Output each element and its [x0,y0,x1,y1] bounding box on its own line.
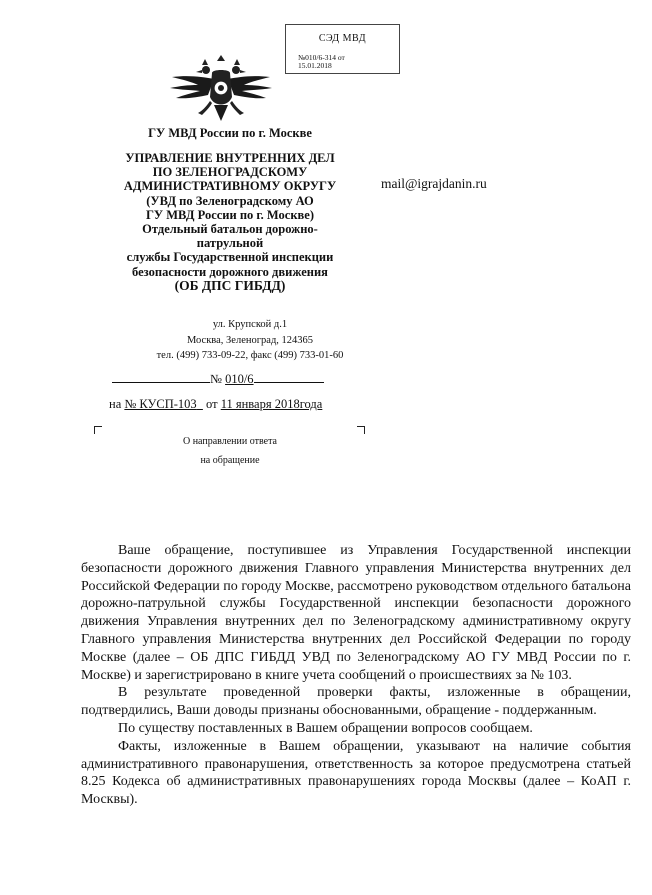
org-abbreviation: (ОБ ДПС ГИБДД) [174,277,286,293]
outgoing-number-prefix: № [210,372,226,386]
stamp-date: 15.01.2018 [298,61,332,70]
blank-underline [112,370,210,383]
ministry-header: ГУ МВД России по г. Москве [148,126,312,140]
subject-corner-mark [357,426,365,434]
kusp-prefix: на [109,397,125,411]
letter-body [81,542,631,809]
recipient-email: mail@igrajdanin.ru [381,176,487,191]
org-line: безопасности дорожного движения [132,264,328,279]
body-paragraph: По существу поставленных в Вашем обращении вопросов сообщаем. [118,720,533,736]
body-paragraph: В результате проведенной проверки факты, изложенные в обращении, подтвердились, Ваши доводы признаны обоснованными, обращение - поддержанным. [81,685,631,719]
org-line: патрульной [196,236,264,251]
outgoing-number-line [112,370,324,387]
address-city: Москва, Зеленоград, 124365 [186,334,314,346]
subject-corner-mark [94,426,102,434]
registration-stamp [285,24,400,74]
address-street: ул. Крупской д.1 [212,319,288,330]
org-line: ГУ МВД России по г. Москве) [145,207,315,222]
org-line: ПО ЗЕЛЕНОГРАДСКОМУ [152,165,308,180]
org-line: Отдельный батальон дорожно- [142,222,318,237]
org-line: службы Государственной инспекции [126,250,334,265]
body-paragraph: Факты, изложенные в Вашем обращении, указывают на наличие события административного правонарушения, ответственность за которое предусмотрена статьей 8.25 Кодекса об административных правонарушениях города Москвы (далее – КоАП г. Москвы). [81,738,631,808]
kusp-date: 11 января 2018года [220,397,323,411]
stamp-title: СЭД МВД [318,33,367,44]
subject-line: О направлении ответа [182,436,277,447]
blank-underline [254,370,324,383]
incoming-reference-line [109,397,322,412]
organization-address [120,317,380,364]
outgoing-number: 010/6 [225,372,254,386]
letter-subject [135,432,325,470]
address-phones: тел. (499) 733-09-22, факс (499) 733-01-60 [156,350,344,361]
kusp-number: № КУСП-103 [124,397,197,411]
org-line: АДМИНИСТРАТИВНОМУ ОКРУГУ [123,179,337,194]
stamp-number: №010/6-314 от [298,53,345,62]
org-line: (УВД по Зеленоградскому АО [146,193,314,208]
stamp-registration-number [298,54,345,70]
org-line: УПРАВЛЕНИЕ ВНУТРЕННИХ ДЕЛ [125,151,335,165]
double-headed-eagle-emblem-icon [162,55,280,125]
kusp-from: от [206,397,218,411]
body-paragraph: Ваше обращение, поступившее из Управления Государственной инспекции безопасности дорожного движения Главного управления Министерства внутренних дел Российской Федерации по городу Москве, рассмотрено руководством отдельного батальона дорожно-патрульной службы Государственной инспекции безопасности дорожного движения Управления внутренних дел по Зеленоградскому административному округу Главного управления Министерства внутренних дел Российской Федерации по городу Москве (далее – ОБ ДПС ГИБДД УВД по Зеленоградскому АО ГУ МВД России по г. Москве) и зарегистрировано в книге учета сообщений о происшествиях за № 103. [81,543,631,683]
subject-line: на обращение [200,455,260,466]
organization-name-block [70,151,390,293]
